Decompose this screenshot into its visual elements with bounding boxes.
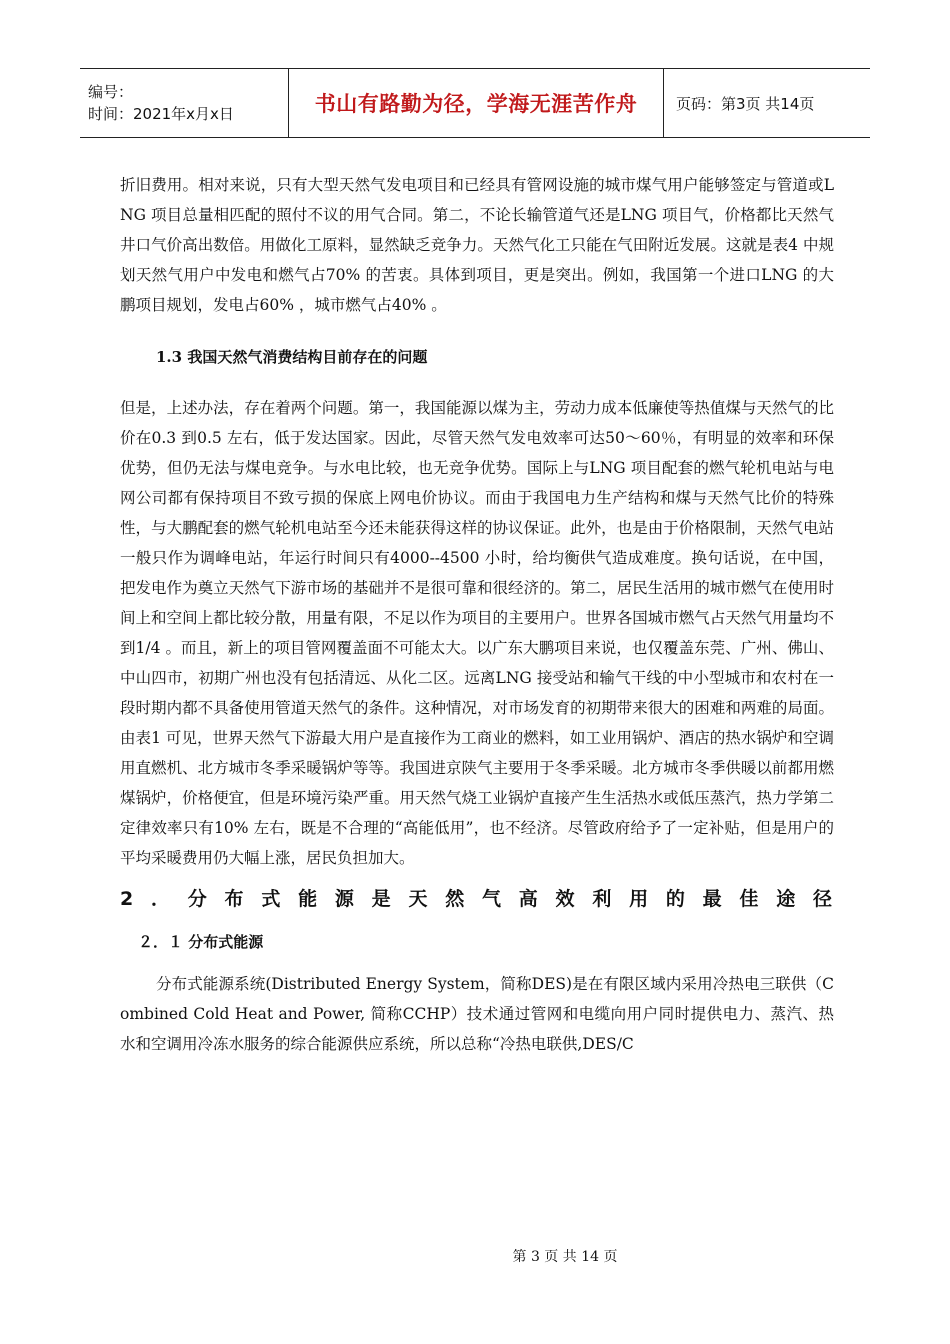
paragraph-3: 分布式能源系统(Distributed Energy System，简称DES)是在有限区域内采用冷热电三联供（Combined Cold Heat and Power, 简称CCHP）技术通过管网和电缆向用户同时提供电力、蒸汽、热水和空调用冷冻水服务的综合能源供应系统，所以总称“冷热电联供,DES/C <box>120 975 834 1053</box>
header-page-code <box>664 69 870 137</box>
document-number-label: 编号： <box>88 83 134 101</box>
motto-text: 书山有路勤为径，学海无涯苦作舟 <box>314 92 638 116</box>
page-footer: 第 3 页 共 14 页 <box>512 1249 618 1265</box>
header-motto-cell <box>288 69 664 137</box>
header-meta <box>80 69 288 137</box>
page-header <box>80 68 870 138</box>
section-heading-1-3: 1.3 我国天然气消费结构目前存在的问题 <box>156 348 428 366</box>
document-date: 时间：2021年x月x日 <box>88 105 234 123</box>
section-heading-2-1: ２．１ 分布式能源 <box>138 933 264 951</box>
paragraph-2: 但是，上述办法，存在着两个问题。第一，我国能源以煤为主，劳动力成本低廉使等热值煤与天然气的比价在0.3 到0.5 左右，低于发达国家。因此，尽管天然气发电效率可达50～60％，有明显的效率和环保优势，但仍无法与煤电竞争。与水电比较，也无竞争优势。国际上与LNG 项目配套的燃气轮机电站与电网公司都有保持项目不致亏损的保底上网电价协议。而由于我国电力生产结构和煤与天然气比价的特殊性，与大鹏配套的燃气轮机电站至今还未能获得这样的协议保证。此外，也是由于价格限制，天然气电站一般只作为调峰电站，年运行时间只有4000--4500 小时，给均衡供气造成难度。换句话说，在中国，把发电作为奠立天然气下游市场的基础并不是很可靠和很经济的。第二，居民生活用的城市燃气在使用时间上和空间上都比较分散，用量有限，不足以作为项目的主要用户。世界各国城市燃气占天然气用量均不到1/4 。而且，新上的项目管网覆盖面不可能太大。以广东大鹏项目来说，也仅覆盖东莞、广州、佛山、中山四市，初期广州也没有包括清远、从化二区。远离LNG 接受站和输气干线的中小型城市和农村在一段时期内都不具备使用管道天然气的条件。这种情况，对市场发育的初期带来很大的困难和两难的局面。由表1 可见，世界天然气下游最大用户是直接作为工商业的燃料，如工业用锅炉、酒店的热水锅炉和空调用直燃机、北方城市冬季采暖锅炉等等。我国进京陕气主要用于冬季采暖。北方城市冬季供暖以前都用燃煤锅炉，价格便宜，但是环境污染严重。用天然气烧工业锅炉直接产生生活热水或低压蒸汽，热力学第二定律效率只有10% 左右，既是不合理的“高能低用”，也不经济。尽管政府给予了一定补贴，但是用户的平均采暖费用仍大幅上涨，居民负担加大。 <box>120 399 834 867</box>
page-code-text: 页码：第3页 共14页 <box>676 94 815 113</box>
document-body <box>120 170 834 1059</box>
paragraph-1: 折旧费用。相对来说，只有大型天然气发电项目和已经具有管网设施的城市煤气用户能够签定与管道或LNG 项目总量相匹配的照付不议的用气合同。第二，不论长输管道气还是LNG 项目气，价格都比天然气井口气价高出数倍。用做化工原料，显然缺乏竞争力。天然气化工只能在气田附近发展。这就是表4 中规划天然气用户中发电和燃气占70% 的苦衷。具体到项目，更是突出。例如，我国第一个进口LNG 的大鹏项目规划，发电占60% ，城市燃气占40% 。 <box>120 176 834 314</box>
section-heading-2: 2．分布式能源是天然气高效利用的最佳途径 <box>120 888 834 910</box>
